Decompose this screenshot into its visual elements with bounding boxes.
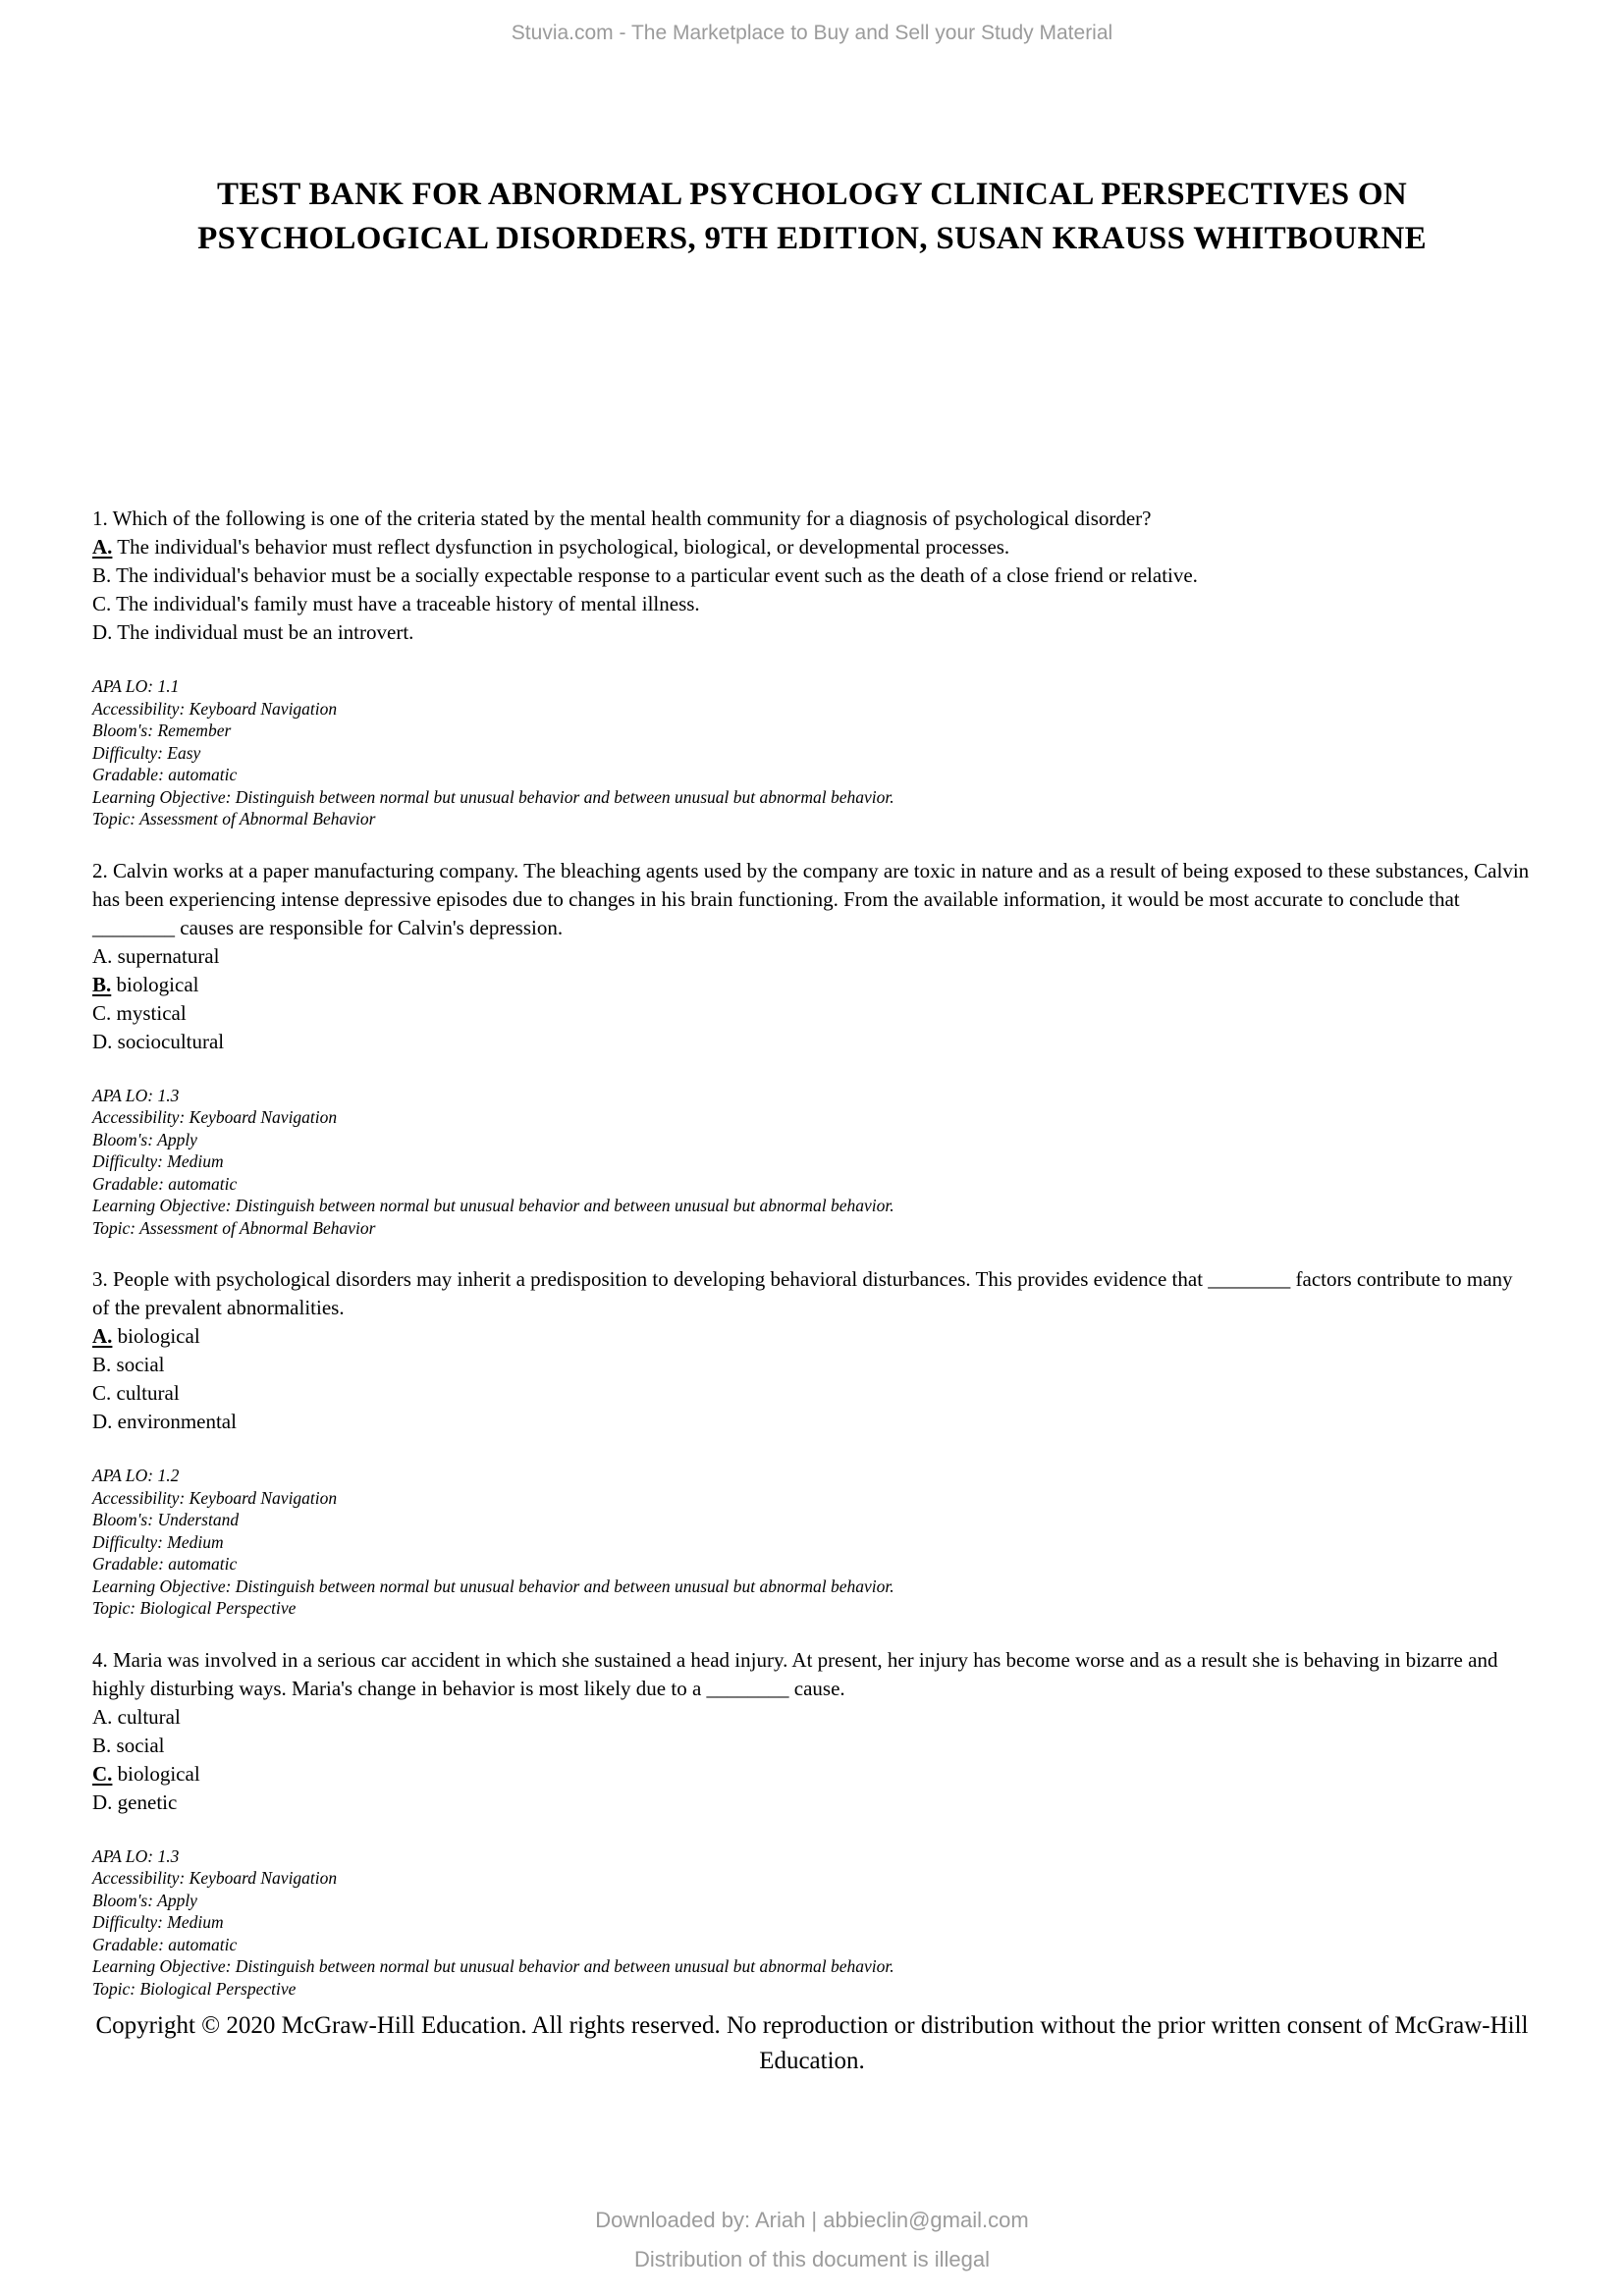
option-letter: D.: [92, 1789, 113, 1814]
option-text: mystical: [116, 1000, 187, 1025]
meta-line-learning-objective: Learning Objective: Distinguish between normal but unusual behavior and between unusual but abnormal behavior.: [92, 1956, 894, 1976]
option-text: The individual's behavior must be a socially expectable response to a particular event such as the death of a close friend or relative.: [116, 563, 1198, 587]
question-2-option-d: [92, 1028, 1532, 1056]
downloaded-by-line: Downloaded by: Ariah | abbieclin@gmail.com: [595, 2208, 1029, 2232]
question-2-option-c: [92, 999, 1532, 1028]
meta-line-gradable: Gradable: automatic: [92, 1173, 238, 1194]
option-letter: B.: [92, 1353, 112, 1376]
question-1: [92, 505, 1532, 647]
meta-line-learning-objective: Learning Objective: Distinguish between normal but unusual behavior and between unusual but abnormal behavior.: [92, 1196, 894, 1215]
option-letter: A.: [92, 535, 113, 559]
question-2: [92, 857, 1532, 1056]
document-body: [0, 505, 1624, 2079]
meta-line-accessibility: Accessibility: Keyboard Navigation: [92, 698, 338, 719]
question-1-option-a: [92, 533, 1532, 561]
meta-line-apa-lo: APA LO: 1.2: [92, 1466, 180, 1485]
meta-line-gradable: Gradable: automatic: [92, 1934, 238, 1954]
option-text: The individual's behavior must reflect dysfunction in psychological, biological, or developmental processes.: [117, 535, 1010, 559]
question-1-metadata: [92, 675, 1532, 830]
option-letter: A.: [92, 1324, 113, 1348]
meta-line-topic: Topic: Assessment of Abnormal Behavior: [92, 809, 376, 828]
option-text: The individual must be an introvert.: [117, 620, 414, 644]
option-letter: C.: [92, 1381, 112, 1405]
question-2-option-b: [92, 971, 1532, 999]
copyright-notice: Copyright © 2020 McGraw-Hill Education. All rights reserved. No reproduction or distribution without the prior written consent of McGraw-Hill Education.: [95, 2012, 1529, 2074]
document-title-line-1: TEST BANK FOR ABNORMAL PSYCHOLOGY CLINICAL PERSPECTIVES ON: [216, 177, 1408, 212]
question-3-prompt: 3. People with psychological disorders may inherit a predisposition to developing behavioral disturbances. This provides evidence that ________ factors contribute to many of the prevalent abnormalities.: [92, 1267, 1513, 1319]
option-letter: C.: [92, 592, 112, 615]
option-letter: A.: [92, 1704, 113, 1729]
meta-line-gradable: Gradable: automatic: [92, 765, 238, 784]
meta-line-difficulty: Difficulty: Medium: [92, 1151, 224, 1171]
option-letter: A.: [92, 943, 113, 968]
option-letter: D.: [92, 1029, 113, 1053]
meta-line-blooms: Bloom's: Apply: [92, 1129, 197, 1149]
option-text: cultural: [116, 1381, 180, 1405]
question-2-metadata: [92, 1085, 1532, 1240]
option-text: biological: [116, 972, 199, 996]
option-letter: D.: [92, 1410, 113, 1433]
meta-line-accessibility: Accessibility: Keyboard Navigation: [92, 1487, 338, 1508]
meta-line-gradable: Gradable: automatic: [92, 1554, 238, 1574]
question-2-option-a: [92, 942, 1532, 971]
option-text: biological: [117, 1324, 200, 1348]
option-text: genetic: [117, 1789, 178, 1814]
option-text: cultural: [117, 1704, 181, 1729]
stuvia-watermark: Stuvia.com - The Marketplace to Buy and Sell your Study Material: [511, 22, 1113, 44]
distribution-notice: Distribution of this document is illegal: [634, 2247, 990, 2271]
option-text: supernatural: [117, 943, 220, 968]
document-title-line-2: PSYCHOLOGICAL DISORDERS, 9TH EDITION, SUSAN KRAUSS WHITBOURNE: [197, 221, 1427, 256]
option-text: social: [116, 1353, 165, 1376]
option-letter: D.: [92, 620, 113, 644]
question-4-prompt: 4. Maria was involved in a serious car accident in which she sustained a head injury. At present, her injury has become worse and as a result she is behaving in bizarre and highly disturbing ways. Maria's change in behavior is most likely due to a ________ cause.: [92, 1647, 1498, 1700]
option-letter: B.: [92, 972, 112, 996]
option-letter: C.: [92, 1000, 112, 1025]
question-4-option-d: [92, 1789, 1532, 1817]
question-4-metadata: [92, 1845, 1532, 2001]
meta-line-accessibility: Accessibility: Keyboard Navigation: [92, 1868, 338, 1888]
question-3-option-b: [92, 1351, 1532, 1379]
meta-line-learning-objective: Learning Objective: Distinguish between normal but unusual behavior and between unusual but abnormal behavior.: [92, 1575, 894, 1596]
download-footer: [0, 2208, 1624, 2272]
meta-line-apa-lo: APA LO: 1.3: [92, 1085, 180, 1105]
meta-line-apa-lo: APA LO: 1.3: [92, 1845, 180, 1866]
meta-line-topic: Topic: Biological Perspective: [92, 1978, 297, 1999]
option-letter: B.: [92, 1733, 112, 1757]
question-4-option-c: [92, 1760, 1532, 1789]
meta-line-accessibility: Accessibility: Keyboard Navigation: [92, 1107, 338, 1127]
question-4-option-b: [92, 1732, 1532, 1760]
meta-line-blooms: Bloom's: Understand: [92, 1510, 240, 1529]
option-text: sociocultural: [117, 1029, 225, 1053]
question-3: [92, 1265, 1532, 1436]
option-letter: C.: [92, 1761, 113, 1786]
meta-line-topic: Topic: Assessment of Abnormal Behavior: [92, 1217, 376, 1238]
question-3-option-c: [92, 1379, 1532, 1408]
question-1-prompt: 1. Which of the following is one of the criteria stated by the mental health community for a diagnosis of psychological disorder?: [92, 507, 1152, 530]
option-text: environmental: [117, 1410, 237, 1433]
meta-line-blooms: Bloom's: Remember: [92, 721, 232, 740]
meta-line-learning-objective: Learning Objective: Distinguish between normal but unusual behavior and between unusual but abnormal behavior.: [92, 786, 894, 807]
question-3-option-a: [92, 1322, 1532, 1351]
meta-line-difficulty: Difficulty: Easy: [92, 742, 201, 763]
option-text: social: [116, 1733, 165, 1757]
question-2-prompt: 2. Calvin works at a paper manufacturing company. The bleaching agents used by the company are toxic in nature and as a result of being exposed to these substances, Calvin has been experiencing intense depressive episodes due to changes in his brain functioning. From the available information, it would be most accurate to conclude that ________ causes are responsible for Calvin's depression.: [92, 858, 1530, 939]
meta-line-topic: Topic: Biological Perspective: [92, 1598, 297, 1618]
meta-line-blooms: Bloom's: Apply: [92, 1890, 197, 1910]
question-1-option-c: [92, 590, 1532, 618]
option-letter: B.: [92, 563, 112, 587]
meta-line-difficulty: Difficulty: Medium: [92, 1912, 224, 1932]
question-4-option-a: [92, 1703, 1532, 1732]
meta-line-apa-lo: APA LO: 1.1: [92, 676, 180, 696]
question-3-option-d: [92, 1408, 1532, 1436]
option-text: The individual's family must have a traceable history of mental illness.: [116, 592, 700, 615]
option-text: biological: [117, 1761, 200, 1786]
question-1-option-b: [92, 561, 1532, 590]
question-1-option-d: [92, 618, 1532, 647]
question-4: [92, 1646, 1532, 1817]
meta-line-difficulty: Difficulty: Medium: [92, 1531, 224, 1552]
question-3-metadata: [92, 1465, 1532, 1620]
